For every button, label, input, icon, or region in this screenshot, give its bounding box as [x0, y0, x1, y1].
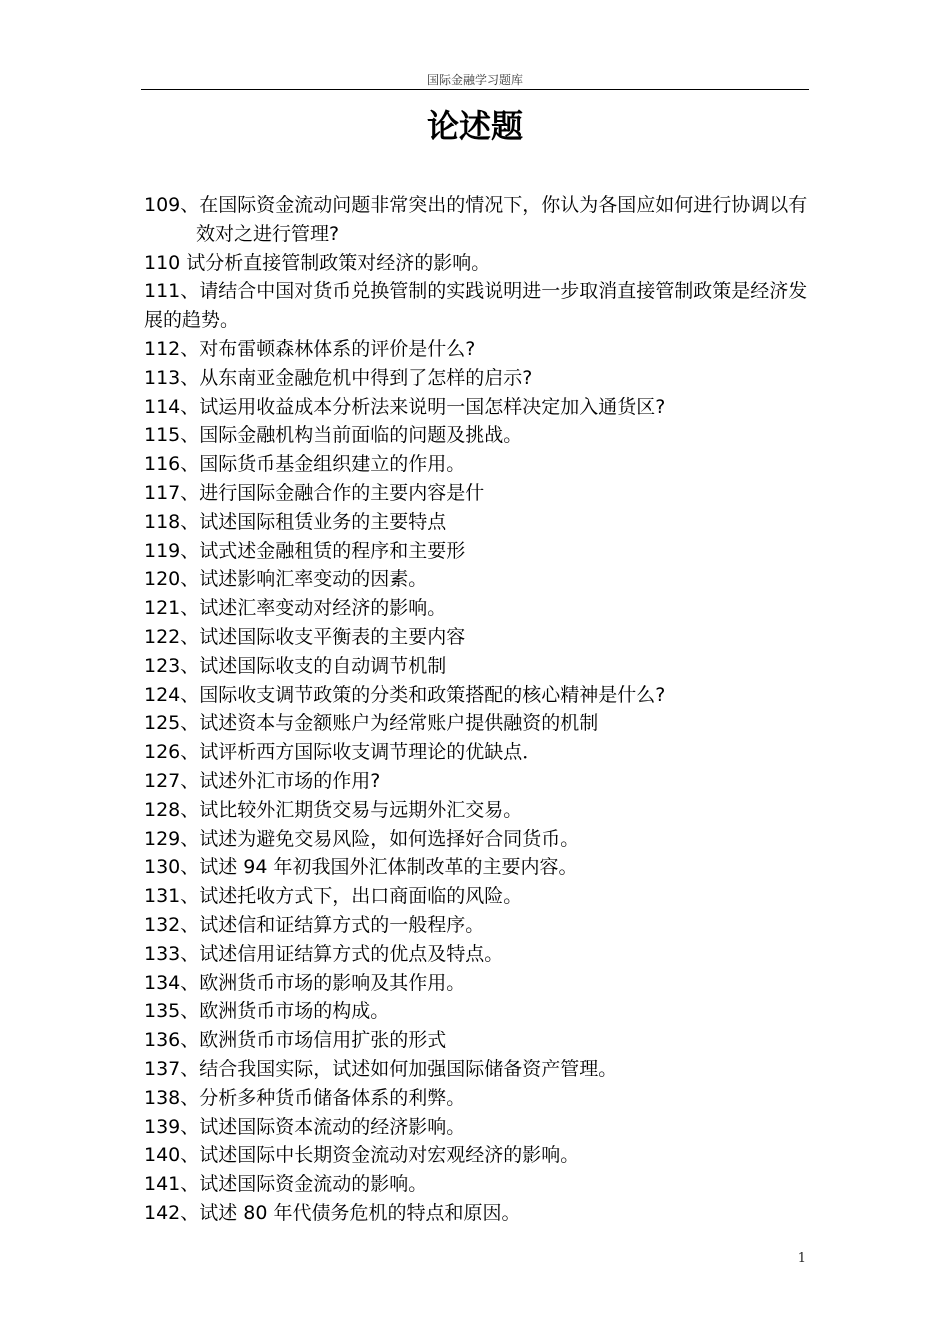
question-item: 110 试分析直接管制政策对经济的影响。	[144, 251, 491, 274]
page-title: 论述题	[426, 107, 523, 145]
question-item: 131、试述托收方式下，出口商面临的风险。	[144, 885, 523, 908]
page-number: 1	[797, 1251, 806, 1266]
question-item: 133、试述信用证结算方式的优点及特点。	[144, 942, 504, 965]
question-item: 126、试评析西方国际收支调节理论的优缺点．	[144, 741, 542, 764]
question-item: 119、试式述金融租赁的程序和主要形	[144, 539, 466, 562]
question-item: 127、试述外汇市场的作用?	[144, 769, 381, 792]
question-item: 134、欧洲货币市场的影响及其作用。	[144, 971, 466, 994]
question-item: 139、试述国际资本流动的经济影响。	[144, 1115, 466, 1138]
question-item: 141、试述国际资金流动的影响。	[144, 1173, 428, 1196]
question-item: 118、试述国际租赁业务的主要特点	[144, 510, 447, 533]
question-item: 112、对布雷顿森林体系的评价是什么?	[144, 337, 476, 360]
question-item: 124、国际收支调节政策的分类和政策搭配的核心精神是什么?	[144, 683, 666, 706]
question-item: 137、结合我国实际，试述如何加强国际储备资产管理。	[144, 1057, 618, 1080]
question-item: 129、试述为避免交易风险，如何选择好合同货币。	[144, 827, 580, 850]
question-item: 120、试述影响汇率变动的因素。	[144, 568, 428, 591]
question-item: 132、试述信和证结算方式的一般程序。	[144, 913, 485, 936]
question-item: 142、试述 80 年代债务危机的特点和原因。	[144, 1201, 521, 1224]
question-item: 117、进行国际金融合作的主要内容是什	[144, 481, 485, 504]
question-list	[144, 191, 816, 1228]
question-item: 111、请结合中国对货币兑换管制的实践说明进一步取消直接管制政策是经济发展的趋势。	[144, 280, 808, 332]
question-item: 138、分析多种货币储备体系的利弊。	[144, 1086, 466, 1109]
question-item: 116、国际货币基金组织建立的作用。	[144, 453, 466, 476]
question-item: 109、在国际资金流动问题非常突出的情况下，你认为各国应如何进行协调以有效对之进行管理?	[144, 194, 808, 245]
question-item: 121、试述汇率变动对经济的影响。	[144, 597, 447, 620]
question-item: 113、从东南亚金融危机中得到了怎样的启示?	[144, 366, 533, 389]
question-item: 122、试述国际收支平衡表的主要内容	[144, 625, 466, 648]
question-item: 128、试比较外汇期货交易与远期外汇交易。	[144, 798, 523, 821]
question-item: 125、试述资本与金额账户为经常账户提供融资的机制	[144, 712, 599, 735]
question-item: 135、欧洲货币市场的构成。	[144, 1000, 390, 1023]
question-item: 123、试述国际收支的自动调节机制	[144, 654, 447, 677]
question-item: 136、欧洲货币市场信用扩张的形式	[144, 1029, 447, 1052]
question-item: 130、试述 94 年初我国外汇体制改革的主要内容。	[144, 856, 578, 879]
running-header: 国际金融学习题库	[141, 72, 809, 90]
question-item: 114、试运用收益成本分析法来说明一国怎样决定加入通货区?	[144, 395, 666, 418]
question-item: 115、国际金融机构当前面临的问题及挑战。	[144, 424, 523, 447]
question-item: 140、试述国际中长期资金流动对宏观经济的影响。	[144, 1144, 580, 1167]
